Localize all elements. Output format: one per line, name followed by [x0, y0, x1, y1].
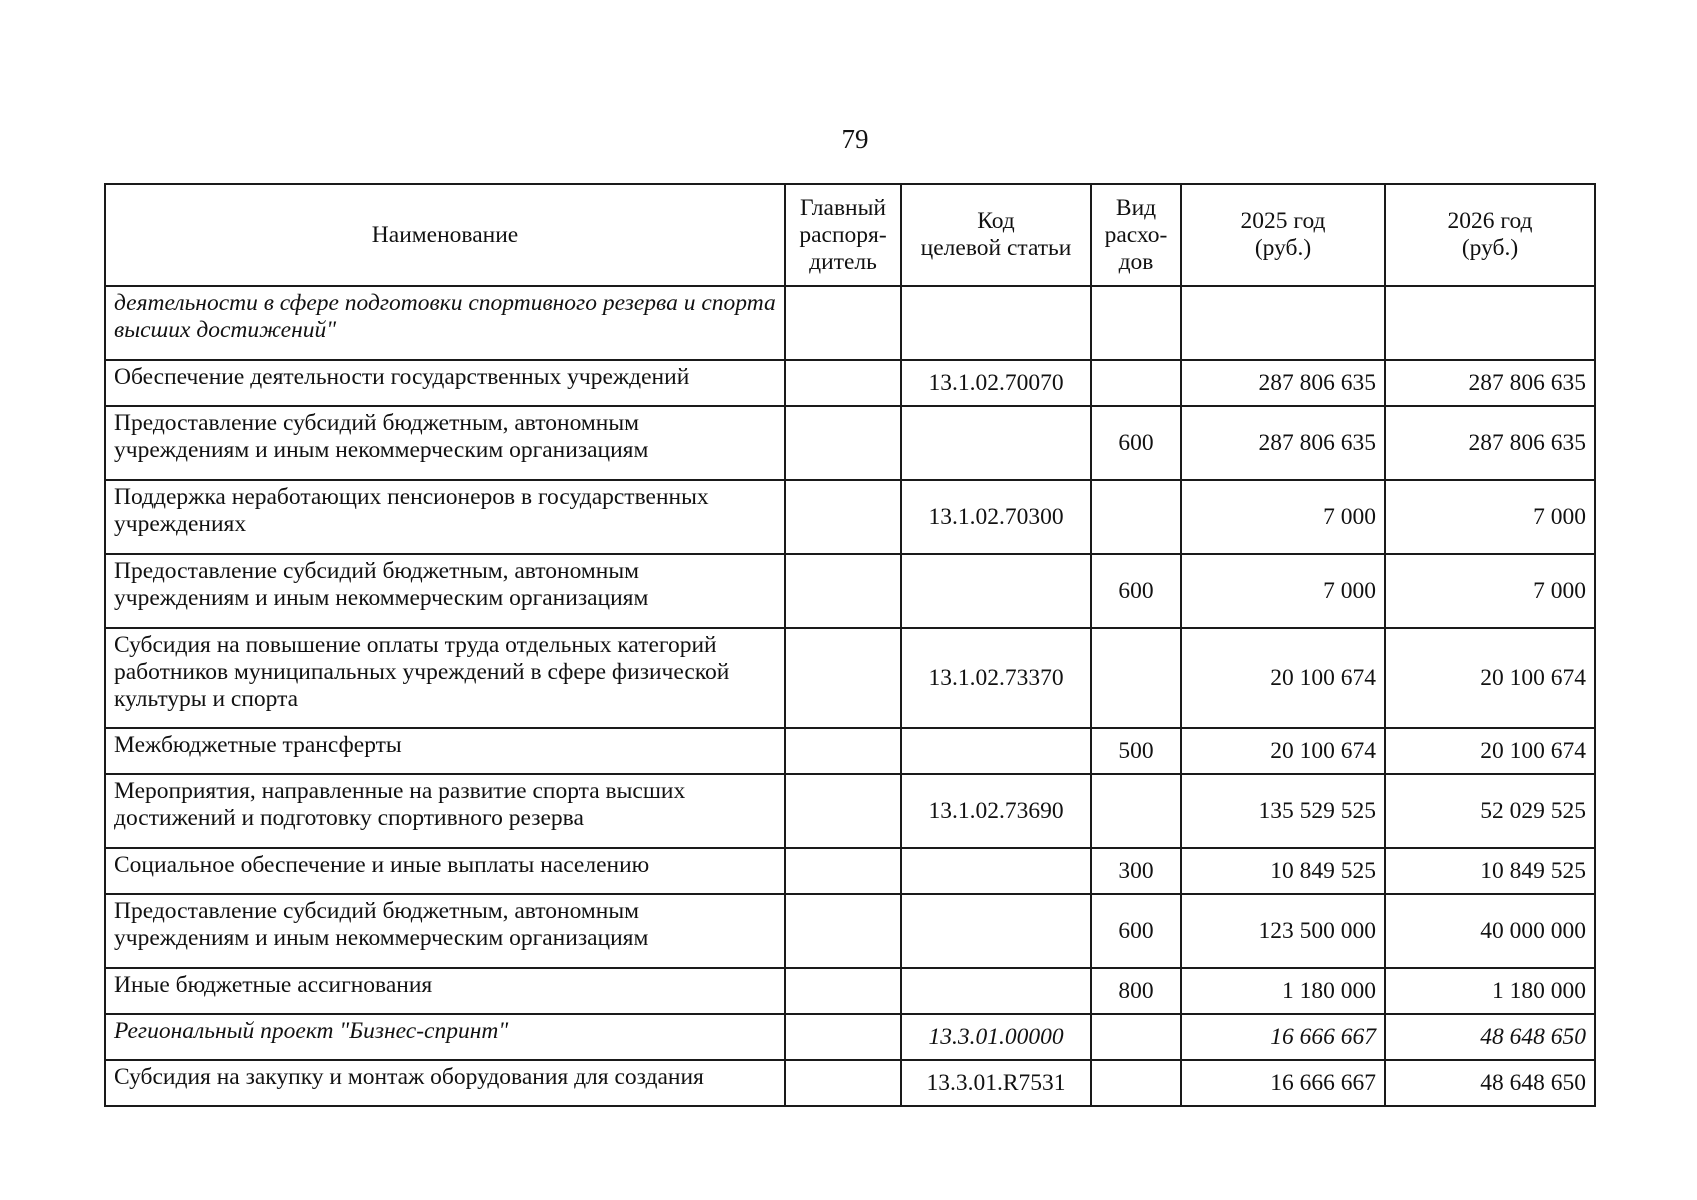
row-type: [1091, 480, 1181, 554]
row-2025: 287 806 635: [1181, 406, 1385, 480]
row-manager: [785, 360, 901, 406]
row-code: [901, 406, 1091, 480]
table-row: [105, 894, 1595, 968]
row-code: [901, 894, 1091, 968]
header-main-manager: Главный распоря- дитель: [785, 184, 901, 286]
budget-table: [104, 183, 1596, 1107]
row-2026: 287 806 635: [1385, 360, 1595, 406]
table-row: [105, 1060, 1595, 1106]
header-year-2026: 2026 год (руб.): [1385, 184, 1595, 286]
row-type: [1091, 286, 1181, 360]
row-2025: 20 100 674: [1181, 728, 1385, 774]
table-row: [105, 774, 1595, 848]
row-2026: 287 806 635: [1385, 406, 1595, 480]
row-code: [901, 286, 1091, 360]
row-2026: 10 849 525: [1385, 848, 1595, 894]
row-2026: 20 100 674: [1385, 628, 1595, 728]
row-manager: [785, 774, 901, 848]
row-type: [1091, 1060, 1181, 1106]
row-2026: 40 000 000: [1385, 894, 1595, 968]
row-name: Региональный проект "Бизнес-спринт": [105, 1014, 785, 1060]
row-code: 13.1.02.73370: [901, 628, 1091, 728]
row-2025: 7 000: [1181, 480, 1385, 554]
row-type: 600: [1091, 406, 1181, 480]
row-manager: [785, 1060, 901, 1106]
row-name: деятельности в сфере подготовки спортивного резерва и спорта высших достижений": [105, 286, 785, 360]
row-type: 500: [1091, 728, 1181, 774]
row-type: 600: [1091, 554, 1181, 628]
row-2025: 16 666 667: [1181, 1014, 1385, 1060]
row-manager: [785, 1014, 901, 1060]
row-2026: 1 180 000: [1385, 968, 1595, 1014]
row-manager: [785, 848, 901, 894]
row-2025: [1181, 286, 1385, 360]
table-row: [105, 628, 1595, 728]
row-name: Предоставление субсидий бюджетным, автономным учреждениям и иным некоммерческим организациям: [105, 554, 785, 628]
row-2025: 20 100 674: [1181, 628, 1385, 728]
table-row: [105, 1014, 1595, 1060]
row-2025: 16 666 667: [1181, 1060, 1385, 1106]
row-type: 300: [1091, 848, 1181, 894]
row-name: Мероприятия, направленные на развитие спорта высших достижений и подготовку спортивного резерва: [105, 774, 785, 848]
row-manager: [785, 480, 901, 554]
row-name: Предоставление субсидий бюджетным, автономным учреждениям и иным некоммерческим организациям: [105, 406, 785, 480]
table-header-row: [105, 184, 1595, 286]
row-type: 600: [1091, 894, 1181, 968]
row-name: Социальное обеспечение и иные выплаты населению: [105, 848, 785, 894]
row-2025: 135 529 525: [1181, 774, 1385, 848]
row-2026: 52 029 525: [1385, 774, 1595, 848]
table-row: [105, 406, 1595, 480]
row-2025: 1 180 000: [1181, 968, 1385, 1014]
header-target-code: Код целевой статьи: [901, 184, 1091, 286]
row-type: [1091, 1014, 1181, 1060]
row-name: Поддержка неработающих пенсионеров в государственных учреждениях: [105, 480, 785, 554]
row-type: [1091, 360, 1181, 406]
table-row: [105, 480, 1595, 554]
row-name: Субсидия на повышение оплаты труда отдельных категорий работников муниципальных учреждений в сфере физической культуры и спорта: [105, 628, 785, 728]
row-2025: 10 849 525: [1181, 848, 1385, 894]
row-manager: [785, 406, 901, 480]
row-code: [901, 728, 1091, 774]
row-2025: 123 500 000: [1181, 894, 1385, 968]
row-code: [901, 554, 1091, 628]
row-2026: 48 648 650: [1385, 1060, 1595, 1106]
row-manager: [785, 628, 901, 728]
header-year-2025: 2025 год (руб.): [1181, 184, 1385, 286]
row-code: [901, 968, 1091, 1014]
row-2026: 7 000: [1385, 480, 1595, 554]
row-2025: 287 806 635: [1181, 360, 1385, 406]
row-name: Иные бюджетные ассигнования: [105, 968, 785, 1014]
row-name: Межбюджетные трансферты: [105, 728, 785, 774]
row-2026: 48 648 650: [1385, 1014, 1595, 1060]
table-row: [105, 286, 1595, 360]
row-2025: 7 000: [1181, 554, 1385, 628]
row-type: [1091, 774, 1181, 848]
row-code: [901, 848, 1091, 894]
table-row: [105, 360, 1595, 406]
row-2026: 20 100 674: [1385, 728, 1595, 774]
row-code: 13.1.02.73690: [901, 774, 1091, 848]
row-manager: [785, 554, 901, 628]
table-row: [105, 968, 1595, 1014]
row-2026: 7 000: [1385, 554, 1595, 628]
row-type: [1091, 628, 1181, 728]
row-manager: [785, 968, 901, 1014]
header-expense-type: Вид расхо- дов: [1091, 184, 1181, 286]
row-type: 800: [1091, 968, 1181, 1014]
row-manager: [785, 286, 901, 360]
page-number: 79: [841, 124, 869, 154]
row-code: 13.3.01.00000: [901, 1014, 1091, 1060]
table-row: [105, 728, 1595, 774]
row-name: Предоставление субсидий бюджетным, автономным учреждениям и иным некоммерческим организациям: [105, 894, 785, 968]
row-2026: [1385, 286, 1595, 360]
table-row: [105, 848, 1595, 894]
row-manager: [785, 894, 901, 968]
table-row: [105, 554, 1595, 628]
header-name: Наименование: [105, 184, 785, 286]
row-code: 13.3.01.R7531: [901, 1060, 1091, 1106]
row-code: 13.1.02.70070: [901, 360, 1091, 406]
row-name: Субсидия на закупку и монтаж оборудования для создания: [105, 1060, 785, 1106]
row-manager: [785, 728, 901, 774]
row-name: Обеспечение деятельности государственных учреждений: [105, 360, 785, 406]
row-code: 13.1.02.70300: [901, 480, 1091, 554]
